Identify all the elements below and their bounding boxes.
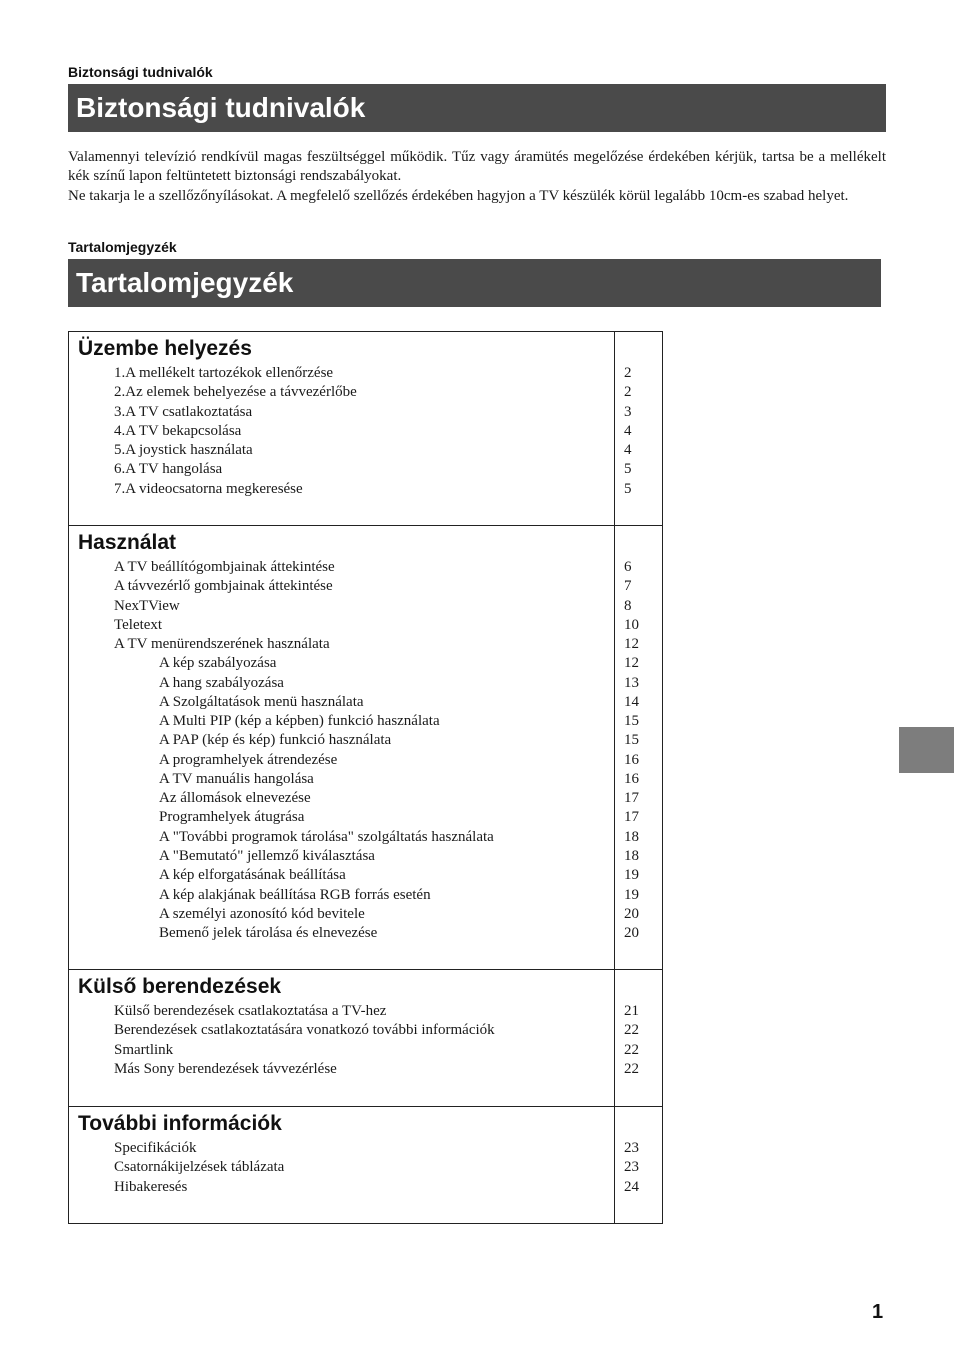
- toc-entry-title: A Szolgáltatások menü használata: [159, 693, 364, 710]
- toc-entry: [69, 674, 662, 693]
- toc-entry: [69, 731, 662, 750]
- toc-section-title: Használat: [78, 531, 177, 554]
- toc-entry-page: 24: [624, 1178, 639, 1195]
- contents-running-head: Tartalomjegyzék: [68, 239, 177, 255]
- toc-entry-title: Csatornákijelzések táblázata: [114, 1159, 285, 1176]
- toc-entry-page: 23: [624, 1140, 639, 1156]
- toc-entry-title: A programhelyek átrendezése: [159, 751, 338, 768]
- toc-entry-page: 7: [624, 578, 632, 595]
- toc-entry: [69, 770, 662, 789]
- toc-entry: [69, 866, 662, 885]
- toc-entry-page: 13: [624, 674, 639, 691]
- toc-entry: [69, 1178, 662, 1197]
- toc-entry: [69, 1060, 662, 1079]
- toc-entry-title: Teletext: [114, 616, 163, 633]
- toc-entry-title: Berendezések csatlakoztatására vonatkozó további információk: [114, 1022, 495, 1039]
- toc-entry-title: 7.A videocsatorna megkeresése: [114, 480, 303, 497]
- toc-entries: [69, 1139, 662, 1197]
- toc-entry: [69, 789, 662, 808]
- toc-entry-page: 2: [624, 384, 632, 401]
- toc-entry: [69, 364, 662, 383]
- toc-entry-title: Más Sony berendezések távvezérlése: [114, 1060, 337, 1077]
- toc-entry: [69, 597, 662, 616]
- toc-section-setup: [69, 332, 662, 526]
- toc-entry: [69, 403, 662, 422]
- toc-entry: [69, 480, 662, 499]
- toc-entry: [69, 1041, 662, 1060]
- toc-entry-title: 4.A TV bekapcsolása: [114, 422, 242, 439]
- toc-entry-page: 4: [624, 422, 632, 439]
- toc-entry-title: Smartlink: [114, 1041, 174, 1058]
- toc-entry-title: Programhelyek átugrása: [159, 809, 305, 826]
- toc-entry: [69, 808, 662, 827]
- toc-entry-page: 5: [624, 461, 632, 478]
- toc-entry: [69, 577, 662, 596]
- toc-entry-page: 15: [624, 713, 639, 730]
- toc-entry-title: 5.A joystick használata: [114, 442, 253, 459]
- safety-title: Biztonsági tudnivalók: [68, 84, 886, 132]
- toc-entry: [69, 1158, 662, 1177]
- toc-entry: [69, 712, 662, 731]
- toc-entry-page: 6: [624, 559, 632, 575]
- toc-entry-page: 17: [624, 790, 639, 807]
- safety-paragraph-1: Valamennyi televízió rendkívül magas feszültséggel működik. Tűz vagy áramütés megelőzése érdekében kérjük, tartsa be a mellékelt kék színű lapon feltüntetett biztonsági rendszabályokat.: [68, 149, 886, 185]
- toc-entry-title: A PAP (kép és kép) funkció használata: [159, 732, 392, 749]
- toc-entry-title: A személyi azonosító kód bevitele: [159, 905, 365, 922]
- toc-entries: [69, 558, 662, 943]
- toc-entry-title: 2.Az elemek behelyezése a távvezérlőbe: [114, 384, 357, 401]
- toc-entry: [69, 616, 662, 635]
- toc-entry: [69, 905, 662, 924]
- toc-entry-title: A távvezérlő gombjainak áttekintése: [114, 578, 333, 595]
- safety-running-head: Biztonsági tudnivalók: [68, 64, 213, 80]
- toc-entry: [69, 654, 662, 673]
- toc-entry: [69, 924, 662, 943]
- toc-entry-page: 14: [624, 693, 639, 710]
- toc-entry-page: 16: [624, 770, 639, 787]
- toc-entry: [69, 1002, 662, 1021]
- chapter-side-tab: [899, 727, 954, 773]
- toc-entry: [69, 558, 662, 577]
- toc-entry-page: 22: [624, 1022, 639, 1039]
- toc-section-further-info: [69, 1107, 662, 1223]
- toc-entry-page: 3: [624, 403, 632, 420]
- toc-entry: [69, 635, 662, 654]
- toc-section-title: Külső berendezések: [78, 975, 282, 998]
- toc-entry-page: 16: [624, 751, 639, 768]
- toc-entry-title: 3.A TV csatlakoztatása: [114, 403, 253, 420]
- toc-entry-page: 18: [624, 847, 639, 864]
- toc-entries: [69, 1002, 662, 1079]
- toc-entry-title: A kép alakjának beállítása RGB forrás esetén: [159, 886, 431, 903]
- toc-entry-title: 6.A TV hangolása: [114, 461, 223, 478]
- toc-entry-title: Külső berendezések csatlakoztatása a TV-hez: [114, 1003, 387, 1019]
- safety-paragraph-2: Ne takarja le a szellőzőnyílásokat. A megfelelő szellőzés érdekében hagyjon a TV készülék körül legalább 10cm-es szabad helyet.: [68, 188, 849, 204]
- toc-entry-title: A TV beállítógombjainak áttekintése: [114, 559, 335, 575]
- toc-entry: [69, 383, 662, 402]
- toc-section-title: Üzembe helyezés: [78, 337, 252, 360]
- page-number: 1: [872, 1301, 884, 1323]
- toc-entry-title: A kép szabályozása: [159, 655, 277, 672]
- toc-entry-page: 22: [624, 1041, 639, 1058]
- toc-entry-page: 10: [624, 616, 639, 633]
- toc-section-external-devices: [69, 970, 662, 1107]
- toc-entry: [69, 1021, 662, 1040]
- toc-entry-title: A hang szabályozása: [159, 674, 284, 691]
- toc-entry: [69, 460, 662, 479]
- toc-entry-title: Bemenő jelek tárolása és elnevezése: [159, 925, 378, 942]
- toc-entry: [69, 441, 662, 460]
- toc-entry-page: 4: [624, 442, 632, 459]
- toc-entry-page: 15: [624, 732, 639, 749]
- toc-entry-title: A kép elforgatásának beállítása: [159, 867, 346, 884]
- toc-entry-page: 19: [624, 867, 639, 884]
- toc-entry-title: A TV menürendszerének használata: [114, 636, 330, 653]
- toc-entry: [69, 693, 662, 712]
- toc-entry-title: A Multi PIP (kép a képben) funkció használata: [159, 713, 440, 730]
- toc-entry: [69, 886, 662, 905]
- toc-entries: [69, 364, 662, 499]
- toc-entry-page: 20: [624, 925, 639, 942]
- toc-entry-title: Az állomások elnevezése: [159, 790, 311, 807]
- toc-entry-title: Hibakeresés: [114, 1178, 188, 1195]
- toc-entry: [69, 422, 662, 441]
- toc-entry-page: 12: [624, 636, 639, 653]
- table-of-contents: [68, 331, 663, 1224]
- toc-entry-page: 21: [624, 1003, 639, 1019]
- toc-entry-title: NexTView: [114, 597, 180, 614]
- toc-entry: [69, 751, 662, 770]
- toc-entry-title: A "Bemutató" jellemző kiválasztása: [159, 847, 375, 864]
- toc-section-usage: [69, 526, 662, 970]
- toc-entry-title: A "További programok tárolása" szolgáltatás használata: [159, 828, 494, 845]
- toc-entry: [69, 847, 662, 866]
- toc-entry: [69, 828, 662, 847]
- toc-entry: [69, 1139, 662, 1158]
- toc-entry-page: 2: [624, 365, 632, 381]
- contents-title: Tartalomjegyzék: [68, 259, 881, 307]
- toc-entry-title: Specifikációk: [114, 1140, 197, 1156]
- toc-entry-page: 8: [624, 597, 632, 614]
- toc-entry-title: A TV manuális hangolása: [159, 770, 314, 787]
- toc-entry-page: 23: [624, 1159, 639, 1176]
- toc-entry-page: 19: [624, 886, 639, 903]
- toc-entry-page: 20: [624, 905, 639, 922]
- toc-entry-page: 5: [624, 480, 632, 497]
- toc-entry-page: 18: [624, 828, 639, 845]
- toc-section-title: További információk: [78, 1112, 282, 1135]
- toc-entry-page: 22: [624, 1060, 639, 1077]
- toc-entry-page: 17: [624, 809, 639, 826]
- toc-entry-title: 1.A mellékelt tartozékok ellenőrzése: [114, 365, 334, 381]
- toc-entry-page: 12: [624, 655, 639, 672]
